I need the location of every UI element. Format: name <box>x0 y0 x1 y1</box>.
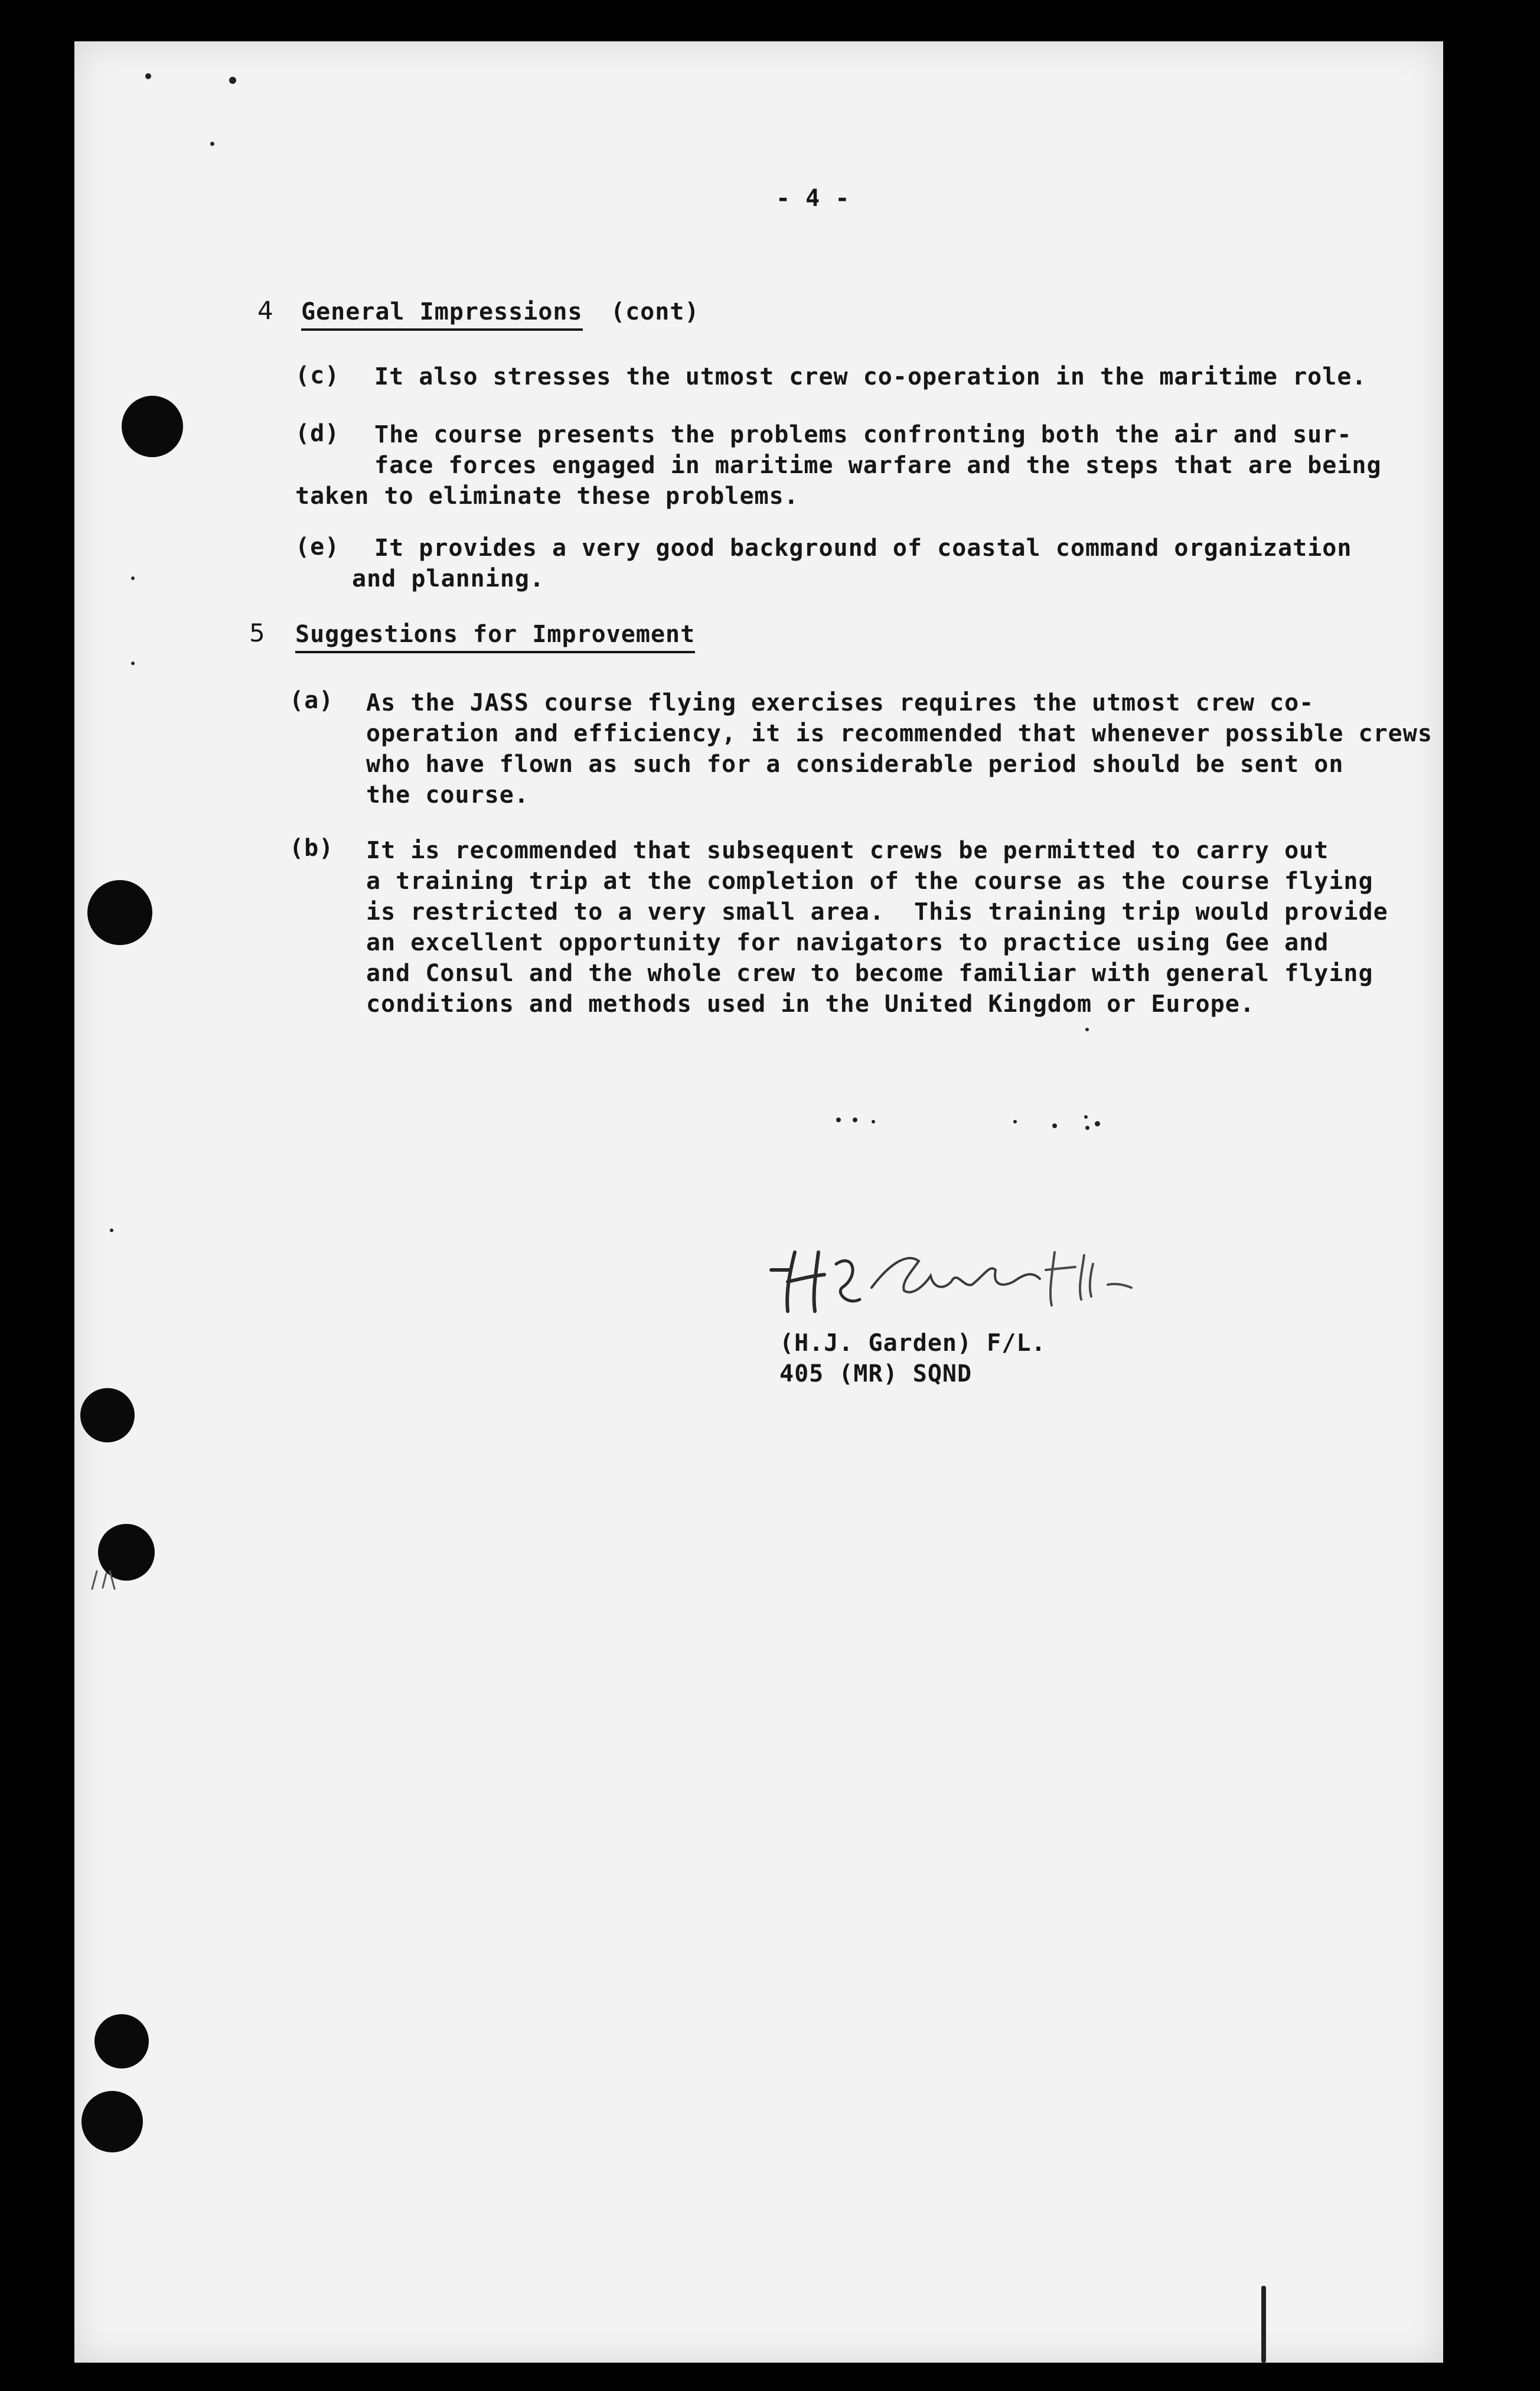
section-4-heading: General Impressions <box>301 297 583 331</box>
item-c-label: (c) <box>295 362 340 389</box>
item-a-label: (a) <box>289 687 334 714</box>
speck <box>1261 2286 1266 2363</box>
item-e-label: (e) <box>295 533 340 561</box>
item-b-line-1: It is recommended that subsequent crews be permitted to carry out <box>366 837 1329 864</box>
speck <box>1095 1121 1100 1126</box>
speck <box>1085 1028 1089 1031</box>
speck <box>110 1229 113 1232</box>
speck <box>131 662 135 665</box>
document-page <box>74 41 1443 2363</box>
speck <box>131 576 135 580</box>
item-c-line-1: It also stresses the utmost crew co-operation in the maritime role. <box>374 363 1367 390</box>
speck <box>1085 1126 1089 1130</box>
item-b-line-4: an excellent opportunity for navigators to practice using Gee and <box>366 929 1329 956</box>
item-d-line-2: face forces engaged in maritime warfare and the steps that are being <box>374 452 1382 479</box>
signature-unit: 405 (MR) SQND <box>779 1360 973 1387</box>
punch-hole <box>122 396 183 457</box>
speck <box>1084 1115 1088 1119</box>
speck <box>145 73 151 79</box>
item-e-line-1: It provides a very good background of coastal command organization <box>374 535 1352 562</box>
speck <box>853 1118 857 1122</box>
signature-name: (H.J. Garden) F/L. <box>779 1330 1046 1357</box>
speck <box>836 1118 841 1122</box>
speck <box>1013 1120 1017 1123</box>
item-d-label: (d) <box>295 420 340 447</box>
item-d-line-1: The course presents the problems confronting both the air and sur- <box>374 421 1352 448</box>
section-5-heading: Suggestions for Improvement <box>295 619 695 653</box>
item-b-label: (b) <box>289 835 334 862</box>
item-a-line-1: As the JASS course flying exercises requires the utmost crew co- <box>366 689 1314 716</box>
handwritten-signature <box>753 1229 1167 1323</box>
punch-hole <box>94 2014 149 2068</box>
item-a-line-4: the course. <box>366 781 529 809</box>
speck <box>210 142 214 146</box>
item-b-line-2: a training trip at the completion of the course as the course flying <box>366 868 1373 895</box>
section-4-cont: (cont) <box>611 298 700 325</box>
item-a-line-3: who have flown as such for a considerable period should be sent on <box>366 751 1344 778</box>
item-b-line-5: and Consul and the whole crew to become familiar with general flying <box>366 960 1373 987</box>
item-b-line-3: is restricted to a very small area. This training trip would provide <box>366 898 1388 926</box>
section-4-number: 4 <box>257 296 274 325</box>
margin-mark <box>86 1565 122 1601</box>
speck <box>1052 1123 1057 1128</box>
punch-hole <box>80 1388 135 1442</box>
item-d-line-3: taken to eliminate these problems. <box>295 483 799 510</box>
page-number: - 4 - <box>776 185 850 212</box>
punch-hole <box>81 2091 143 2152</box>
speck <box>229 77 236 84</box>
section-5-number: 5 <box>249 618 266 647</box>
item-b-line-6: conditions and methods used in the United Kingdom or Europe. <box>366 991 1255 1018</box>
item-e-line-2: and planning. <box>352 565 545 592</box>
item-a-line-2: operation and efficiency, it is recommended that whenever possible crews <box>366 720 1433 747</box>
punch-hole <box>87 880 152 945</box>
speck <box>872 1120 875 1123</box>
